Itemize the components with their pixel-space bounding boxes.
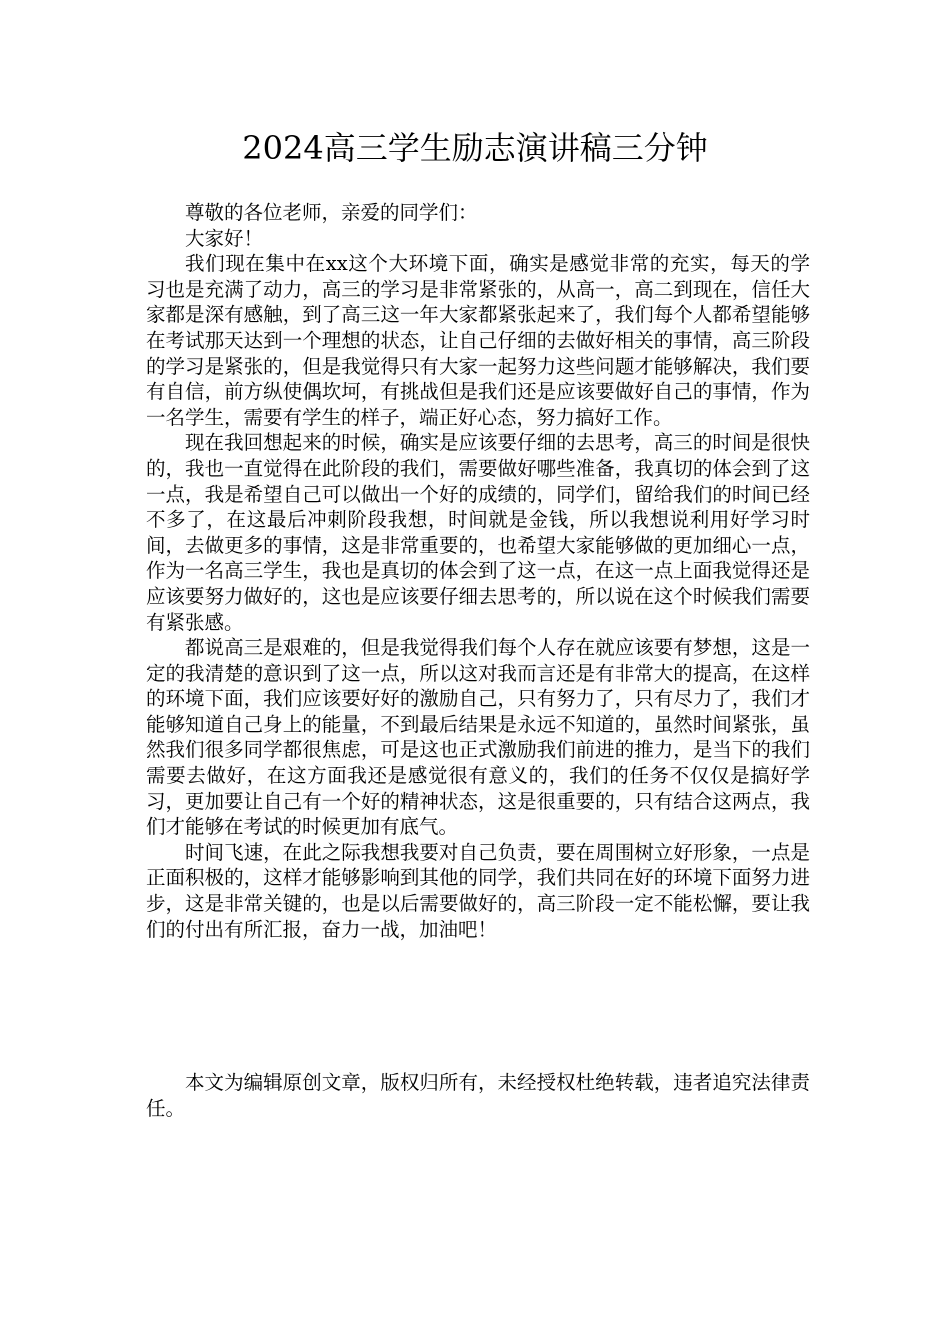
document-body xyxy=(146,200,810,942)
copyright-notice: 本文为编辑原创文章，版权归所有，未经授权杜绝转载，违者追究法律责任。 xyxy=(146,1071,810,1120)
body-paragraph-3: 都说高三是艰难的，但是我觉得我们每个人存在就应该要有梦想，这是一定的我清楚的意识到了这一点，所以这对我而言还是有非常大的提高，在这样的环境下面，我们应该要好好的激励自己，只有努力了，只有尽力了，我们才能够知道自己身上的能量，不到最后结果是永远不知道的，虽然时间紧张，虽然我们很多同学都很焦虑，可是这也正式激励我们前进的推力，是当下的我们需要去做好，在这方面我还是感觉很有意义的，我们的任务不仅仅是搞好学习，更加要让自己有一个好的精神状态，这是很重要的，只有结合这两点，我们才能够在考试的时候更加有底气。 xyxy=(146,636,810,839)
body-paragraph-1: 我们现在集中在xx这个大环境下面，确实是感觉非常的充实，每天的学习也是充满了动力，高三的学习是非常紧张的，从高一，高二到现在，信任大家都是深有感触，到了高三这一年大家都紧张起来了，我们每个人都希望能够在考试那天达到一个理想的状态，让自己仔细的去做好相关的事情，高三阶段的学习是紧张的，但是我觉得只有大家一起努力这些问题才能够解决，我们要有自信，前方纵使偶坎坷，有挑战但是我们还是应该要做好自己的事情，作为一名学生，需要有学生的样子，端正好心态，努力搞好工作。 xyxy=(146,252,810,429)
greeting: 大家好！ xyxy=(185,226,264,250)
salutation: 尊敬的各位老师，亲爱的同学们： xyxy=(185,201,478,224)
body-paragraph-4: 时间飞速，在此之际我想我要对自己负责，要在周围树立好形象，一点是正面积极的，这样才能够影响到其他的同学，我们共同在好的环境下面努力进步，这是非常关键的，也是以后需要做好的，高三阶段一定不能松懈，要让我们的付出有所汇报，奋力一战，加油吧！ xyxy=(146,840,810,941)
body-paragraph-2: 现在我回想起来的时候，确实是应该要仔细的去思考，高三的时间是很快的，我也一直觉得在此阶段的我们，需要做好哪些准备，我真切的体会到了这一点，我是希望自己可以做出一个好的成绩的，同学们，留给我们的时间已经不多了，在这最后冲刺阶段我想，时间就是金钱，所以我想说利用好学习时间，去做更多的事情，这是非常重要的，也希望大家能够做的更加细心一点，作为一名高三学生，我也是真切的体会到了这一点，在这一点上面我觉得还是应该要努力做好的，这也是应该要仔细去思考的，所以说在这个时候我们需要有紧张感。 xyxy=(146,431,810,634)
document-title: 2024高三学生励志演讲稿三分钟 xyxy=(242,129,708,167)
